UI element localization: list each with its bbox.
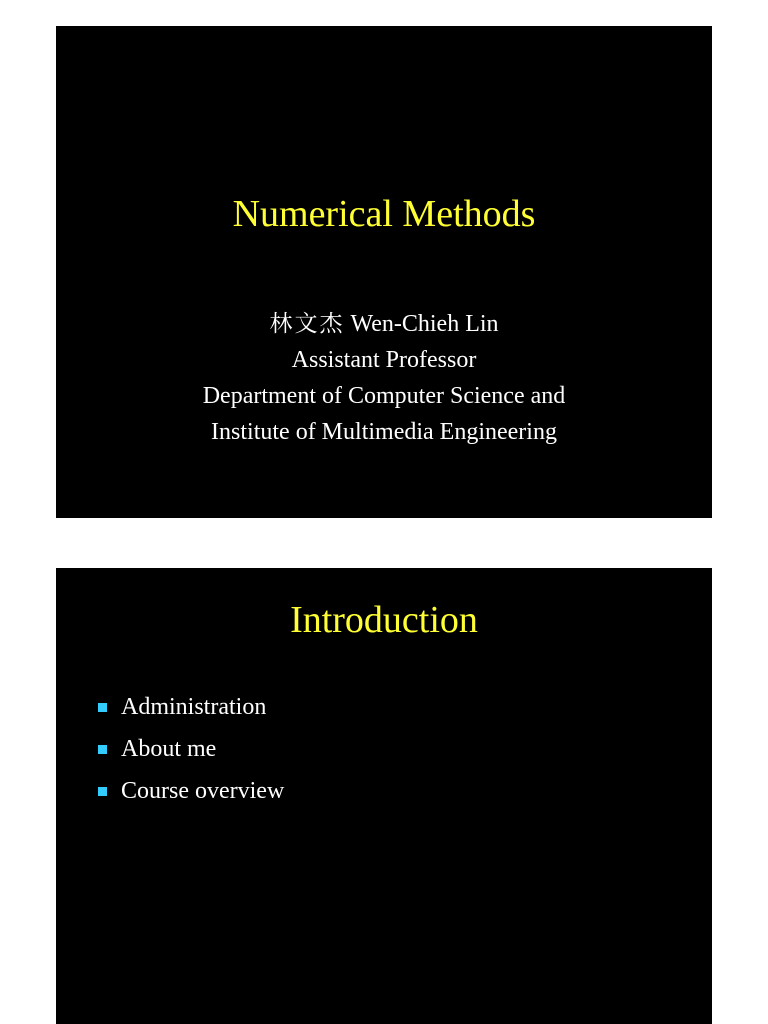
square-bullet-icon: [98, 745, 107, 754]
list-item: [98, 770, 284, 812]
author-line: [56, 306, 712, 342]
department-line-1: Department of Computer Science and: [202, 383, 566, 409]
author-cjk-name: 林文杰: [269, 311, 345, 337]
author-info: [56, 306, 712, 450]
list-item: [98, 728, 284, 770]
bullet-list: [98, 686, 284, 812]
author-name: Wen-Chieh Lin: [350, 311, 499, 337]
author-role: Assistant Professor: [291, 347, 477, 373]
list-item: [98, 686, 284, 728]
square-bullet-icon: [98, 787, 107, 796]
square-bullet-icon: [98, 703, 107, 712]
introduction-slide: [56, 568, 712, 1024]
bullet-text: Course overview: [121, 778, 285, 804]
title-slide: [56, 26, 712, 518]
slide-title: Introduction: [290, 599, 478, 641]
department-line-2: Institute of Multimedia Engineering: [211, 419, 557, 445]
bullet-text: About me: [121, 736, 217, 762]
slide-title: Numerical Methods: [232, 193, 536, 235]
bullet-text: Administration: [121, 694, 267, 720]
